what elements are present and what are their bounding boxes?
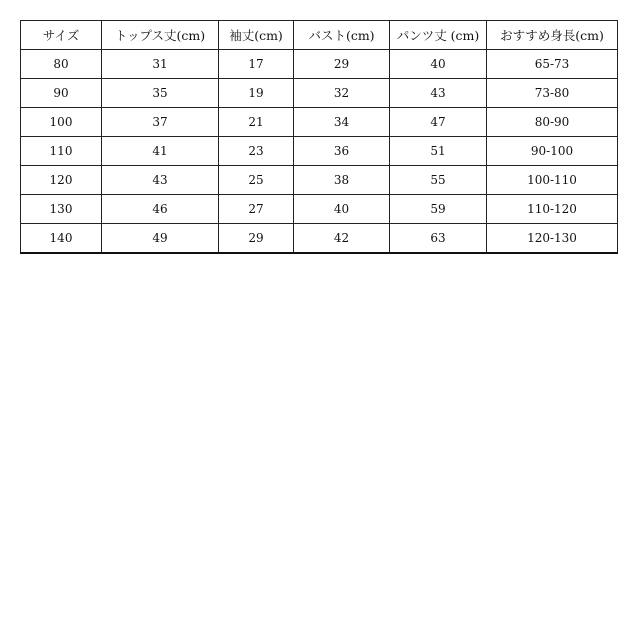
header-cell-size: サイズ: [21, 21, 102, 50]
header-cell-bust: バスト(cm): [294, 21, 390, 50]
table-cell: 40: [390, 50, 487, 79]
size-chart-table: [20, 20, 618, 254]
table-cell: 120: [21, 166, 102, 195]
table-cell: 41: [102, 137, 219, 166]
table-cell: 55: [390, 166, 487, 195]
table-cell: 90-100: [487, 137, 618, 166]
table-cell: 63: [390, 224, 487, 254]
table-cell: 100: [21, 108, 102, 137]
table-cell: 32: [294, 79, 390, 108]
table-row: [21, 224, 618, 254]
table-cell: 31: [102, 50, 219, 79]
table-cell: 130: [21, 195, 102, 224]
table-cell: 80-90: [487, 108, 618, 137]
table-cell: 42: [294, 224, 390, 254]
table-cell: 49: [102, 224, 219, 254]
table-cell: 65-73: [487, 50, 618, 79]
table-cell: 34: [294, 108, 390, 137]
header-row: [21, 21, 618, 50]
table-cell: 59: [390, 195, 487, 224]
header-cell-tops-length: トップス丈(cm): [102, 21, 219, 50]
table-cell: 25: [219, 166, 294, 195]
table-row: [21, 50, 618, 79]
table-cell: 29: [294, 50, 390, 79]
table-cell: 46: [102, 195, 219, 224]
table-cell: 43: [390, 79, 487, 108]
table-cell: 110-120: [487, 195, 618, 224]
table-cell: 140: [21, 224, 102, 254]
header-cell-pants-length: パンツ丈 (cm): [390, 21, 487, 50]
table-row: [21, 108, 618, 137]
table-cell: 29: [219, 224, 294, 254]
table-cell: 19: [219, 79, 294, 108]
table-cell: 51: [390, 137, 487, 166]
table-cell: 37: [102, 108, 219, 137]
table-row: [21, 79, 618, 108]
table-cell: 17: [219, 50, 294, 79]
table-cell: 100-110: [487, 166, 618, 195]
table-cell: 110: [21, 137, 102, 166]
table-row: [21, 195, 618, 224]
table-cell: 73-80: [487, 79, 618, 108]
table-cell: 35: [102, 79, 219, 108]
header-cell-recommended-height: おすすめ身長(cm): [487, 21, 618, 50]
table-cell: 80: [21, 50, 102, 79]
table-cell: 38: [294, 166, 390, 195]
table-row: [21, 137, 618, 166]
table-cell: 120-130: [487, 224, 618, 254]
table-cell: 43: [102, 166, 219, 195]
header-cell-sleeve-length: 袖丈(cm): [219, 21, 294, 50]
table-cell: 90: [21, 79, 102, 108]
table-cell: 23: [219, 137, 294, 166]
table-cell: 40: [294, 195, 390, 224]
table-row: [21, 166, 618, 195]
table-cell: 27: [219, 195, 294, 224]
table-cell: 36: [294, 137, 390, 166]
table-cell: 21: [219, 108, 294, 137]
table-cell: 47: [390, 108, 487, 137]
